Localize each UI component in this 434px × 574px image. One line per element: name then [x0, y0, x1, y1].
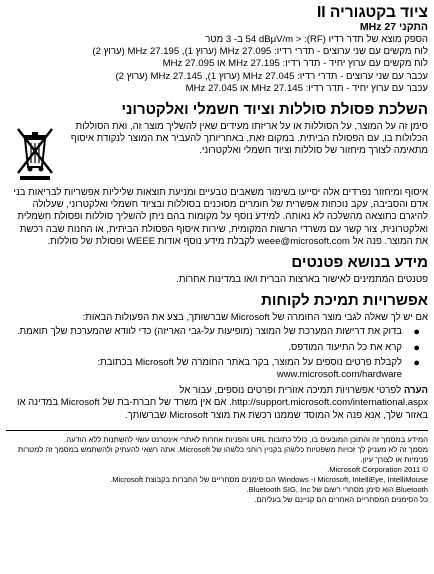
spec-line: עכבר עם שני ערוצים - תדרי רדיו: MHz 27.045 (ערוץ 1), MHz 27.145 (ערוץ 2) [115, 70, 428, 82]
bullet-icon: ● [413, 341, 420, 354]
legal-line: כל הסימנים המסחריים האחרים הם קניינם של בעליהם. [254, 494, 428, 504]
weee-crossed-bin-icon [12, 123, 58, 183]
legal-footer [6, 435, 428, 505]
spec-line: עכבר עם ערוץ יחיד - תדר רדיו: MHz 27.145 או MHz 27.045 [185, 82, 428, 94]
page-subtitle: התקני MHz 27 [359, 21, 428, 33]
spec-line: לוח מקשים עם ערוץ יחיד - תדר רדיו: MHz 27.195 או MHz 27.095 [162, 58, 428, 70]
list-item: ● בדוק את דרישות המערכת של המוצר (מופיעות על-גבי האריזה) כדי לוודא שהמערכת שלך תואמת. [16, 326, 420, 339]
support-heading: אפשרויות תמיכת לקוחות [261, 292, 428, 310]
disposal-paragraph: סימן זה על המוצר, על הסוללות או על אריזתו מעידים שאין להשליך מוצר זה, ואת הסוללות הכלולות בו, עם הפסולת הביתית. במקום זאת, באחריותך להעביר את המוצר לנקודת איסוף מתאימה לצורך מיחזור של סוללות וציוד חשמלי ואלקטרוני. [70, 121, 428, 157]
patents-text: פטנטים המתמינים לאישור בארצות הברית ו/או במדינות אחרות. [176, 274, 428, 286]
legal-line: המידע במסמך זה והתוכן המובעים בו, כולל כתובות URL והפניות אחרות לאתרי אינטרנט עשוי להשתנות ללא הודעה. [64, 434, 428, 444]
list-item: ● לקבלת פרטים נוספים על המוצר, בקר באתר החומרה של Microsoft בכתובת: www.microsoft.com/hardware [97, 356, 420, 381]
note-text: לפרטי אפשרויות תמיכה אזורית ופרטים נוספים, עבור אל http://support.microsoft.com/international.aspx. אם אין משרד של חברת-בת של Microsoft במדינה או באזור שלך, אנא פנה אל המוסד שממנו רכשת את מוצר Microsoft שברשותך. [16, 385, 428, 421]
support-note [6, 385, 428, 422]
list-item: ● קרא את כל התיעוד המודפס. [288, 341, 420, 354]
patents-heading: מידע בנושא פטנטים [291, 254, 428, 272]
note-label: הערה [403, 385, 428, 397]
support-list [6, 326, 428, 381]
bullet-icon: ● [413, 356, 420, 369]
legal-line: Microsoft, IntelliEye, IntelliMouse ו- Windows הם סימנים מסחריים של החברות בקבוצת Microsoft. [110, 474, 428, 484]
specs-list [6, 34, 428, 95]
bullet-icon: ● [413, 326, 420, 339]
support-intro: אם יש לך שאלה לגבי מוצר החומרה של Microsoft שברשותך, בצע את הפעולות הבאות: [82, 312, 428, 324]
disposal-section [6, 121, 428, 187]
footer-divider [6, 430, 428, 431]
spec-line: לוח מקשים עם שני ערוצים - תדרי רדיו: MHz 27.095 (ערוץ 1), MHz 27.195 (ערוץ 2) [92, 46, 428, 58]
page-title: ציוד בקטגוריה II [316, 4, 428, 21]
disposal-paragraph: איסוף ומיחזור נפרדים אלה יסייעו בשימור משאבים טבעיים ומניעת תוצאות שליליות אפשריות לבריאות בני אדם והסביבה, עקב נוכחות אפשרית של חומרים מסוכנים בסוללות ובציוד חשמלי ואלקטרוני, שעלולה להיגרם כתוצאה מהשלכה לא נאותה. למידע נוסף על מקומות בהם ניתן להשליך סוללות ופסולת חשמלית ואלקטרונית, צור קשר עם משרדי הרשות המקומית, שירות איסוף הפסולת הביתית, או החנות שבה רכשת את המוצר. פנה אל weee@microsoft.com לקבלת מידע נוסף אודות WEEE ופסולת של סוללות. [13, 187, 428, 247]
spec-line: הספק מוצא של תדר רדיו (RF): < 54 dBμV/m ב- 3 מטר [205, 34, 428, 45]
legal-line: © Microsoft Corporation 2011. [327, 464, 428, 474]
legal-line: Bluetooth הוא סימן מסחרי רשום של Bluetooth SIG, Inc. [246, 484, 428, 494]
disposal-heading: השלכת פסולת סוללות וציוד חשמלי ואלקטרוני [121, 101, 428, 119]
document-page [6, 4, 428, 570]
legal-line: מסמך זה לא מעניק לך זכויות משפטיות כלשהן בקניין רוחני כלשהו של Microsoft. אתה רשאי להעתיק ולהשתמש במסמך זה למטרות פנימיות או לצורך עיון. [17, 444, 428, 464]
